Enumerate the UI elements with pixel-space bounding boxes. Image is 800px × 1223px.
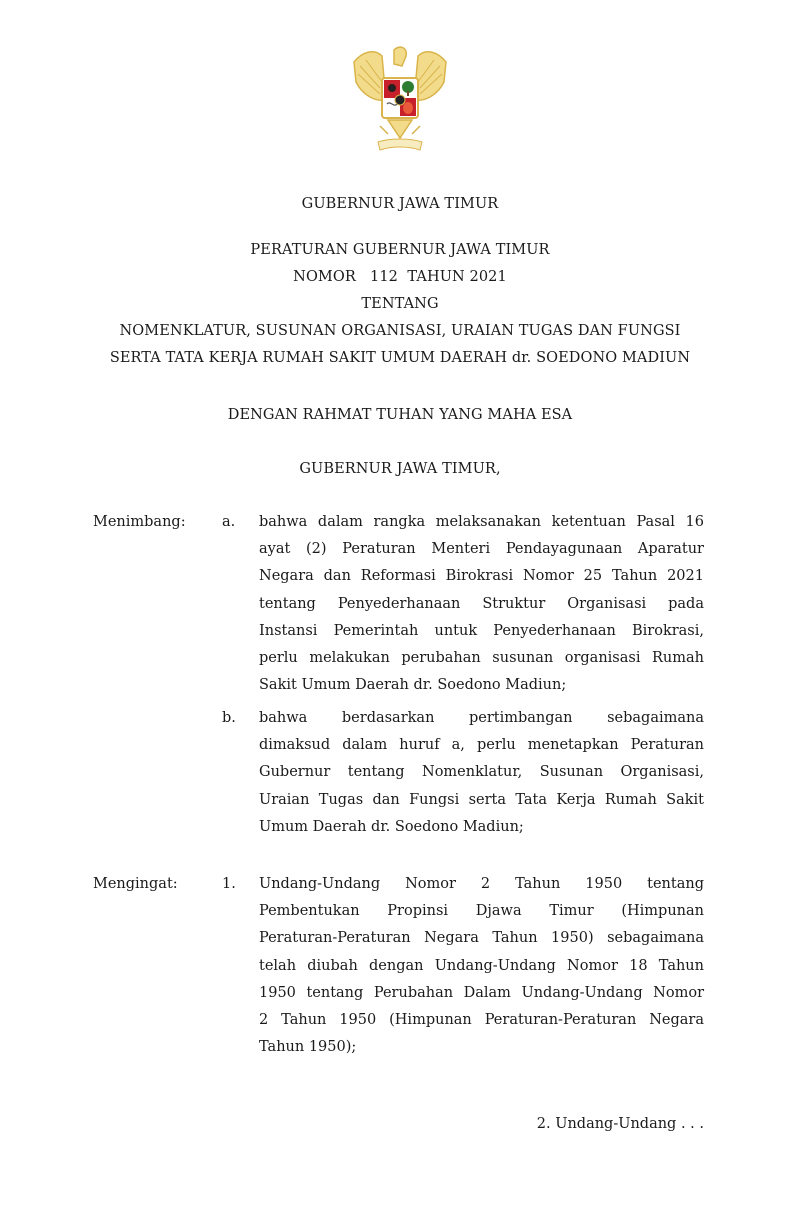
text-line: Negara dan Reformasi Birokrasi Nomor 25 Tahun 2021 (259, 568, 704, 585)
text-line: Tahun 1950); (259, 1039, 357, 1056)
menimbang-label: Menimbang: (93, 514, 186, 530)
regulation-number: NOMOR 112 TAHUN 2021 (293, 269, 507, 285)
garuda-pancasila-emblem (344, 42, 456, 156)
issuer-heading: GUBERNUR JAWA TIMUR (301, 196, 499, 212)
text-line: 2 Tahun 1950 (Himpunan Peraturan-Peraturan Negara (259, 1012, 704, 1029)
text-line: Sakit Umum Daerah dr. Soedono Madiun; (259, 677, 567, 694)
text-line: Peraturan-Peraturan Negara Tahun 1950) sebagaimana (259, 930, 704, 947)
regulation-title-line-1: NOMENKLATUR, SUSUNAN ORGANISASI, URAIAN TUGAS DAN FUNGSI (119, 323, 681, 339)
text-line: tentang Penyederhanaan Struktur Organisasi pada (259, 595, 704, 612)
text-line: Uraian Tugas dan Fungsi serta Tata Kerja Rumah Sakit (259, 791, 704, 808)
text-line: Instansi Pemerintah untuk Penyederhanaan Birokrasi, (259, 622, 704, 639)
menimbang-item-a-marker: a. (222, 514, 236, 530)
menimbang-item-b (259, 705, 704, 841)
mengingat-item-1-marker: 1. (222, 876, 236, 892)
page-catchword: 2. Undang-Undang . . . (536, 1116, 704, 1132)
text-line: perlu melakukan perubahan susunan organisasi Rumah (259, 650, 704, 667)
text-line: Umum Daerah dr. Soedono Madiun; (259, 818, 524, 835)
garuda-icon (344, 42, 456, 156)
text-line: telah diubah dengan Undang-Undang Nomor 18 Tahun (259, 957, 704, 974)
invocation: DENGAN RAHMAT TUHAN YANG MAHA ESA (227, 407, 573, 423)
menimbang-item-a (259, 509, 704, 699)
text-line: bahwa dalam rangka melaksanakan ketentuan Pasal 16 (259, 514, 704, 530)
regulation-type: PERATURAN GUBERNUR JAWA TIMUR (250, 242, 550, 258)
authority-heading: GUBERNUR JAWA TIMUR, (299, 461, 501, 477)
text-line: 1950 tentang Perubahan Dalam Undang-Undang Nomor (259, 984, 704, 1001)
text-line: bahwa berdasarkan pertimbangan sebagaimana (259, 710, 704, 726)
regulation-title-line-2: SERTA TATA KERJA RUMAH SAKIT UMUM DAERAH dr. SOEDONO MADIUN (109, 350, 691, 366)
about-heading: TENTANG (361, 296, 439, 312)
text-line: dimaksud dalam huruf a, perlu menetapkan Peraturan (259, 737, 704, 754)
mengingat-label: Mengingat: (93, 876, 178, 892)
text-line: Undang-Undang Nomor 2 Tahun 1950 tentang (259, 876, 704, 892)
mengingat-item-1 (259, 871, 704, 1061)
text-line: Gubernur tentang Nomenklatur, Susunan Organisasi, (259, 764, 704, 781)
text-line: ayat (2) Peraturan Menteri Pendayagunaan Aparatur (259, 541, 704, 558)
menimbang-item-b-marker: b. (222, 710, 236, 726)
text-line: Pembentukan Propinsi Djawa Timur (Himpunan (259, 903, 704, 920)
